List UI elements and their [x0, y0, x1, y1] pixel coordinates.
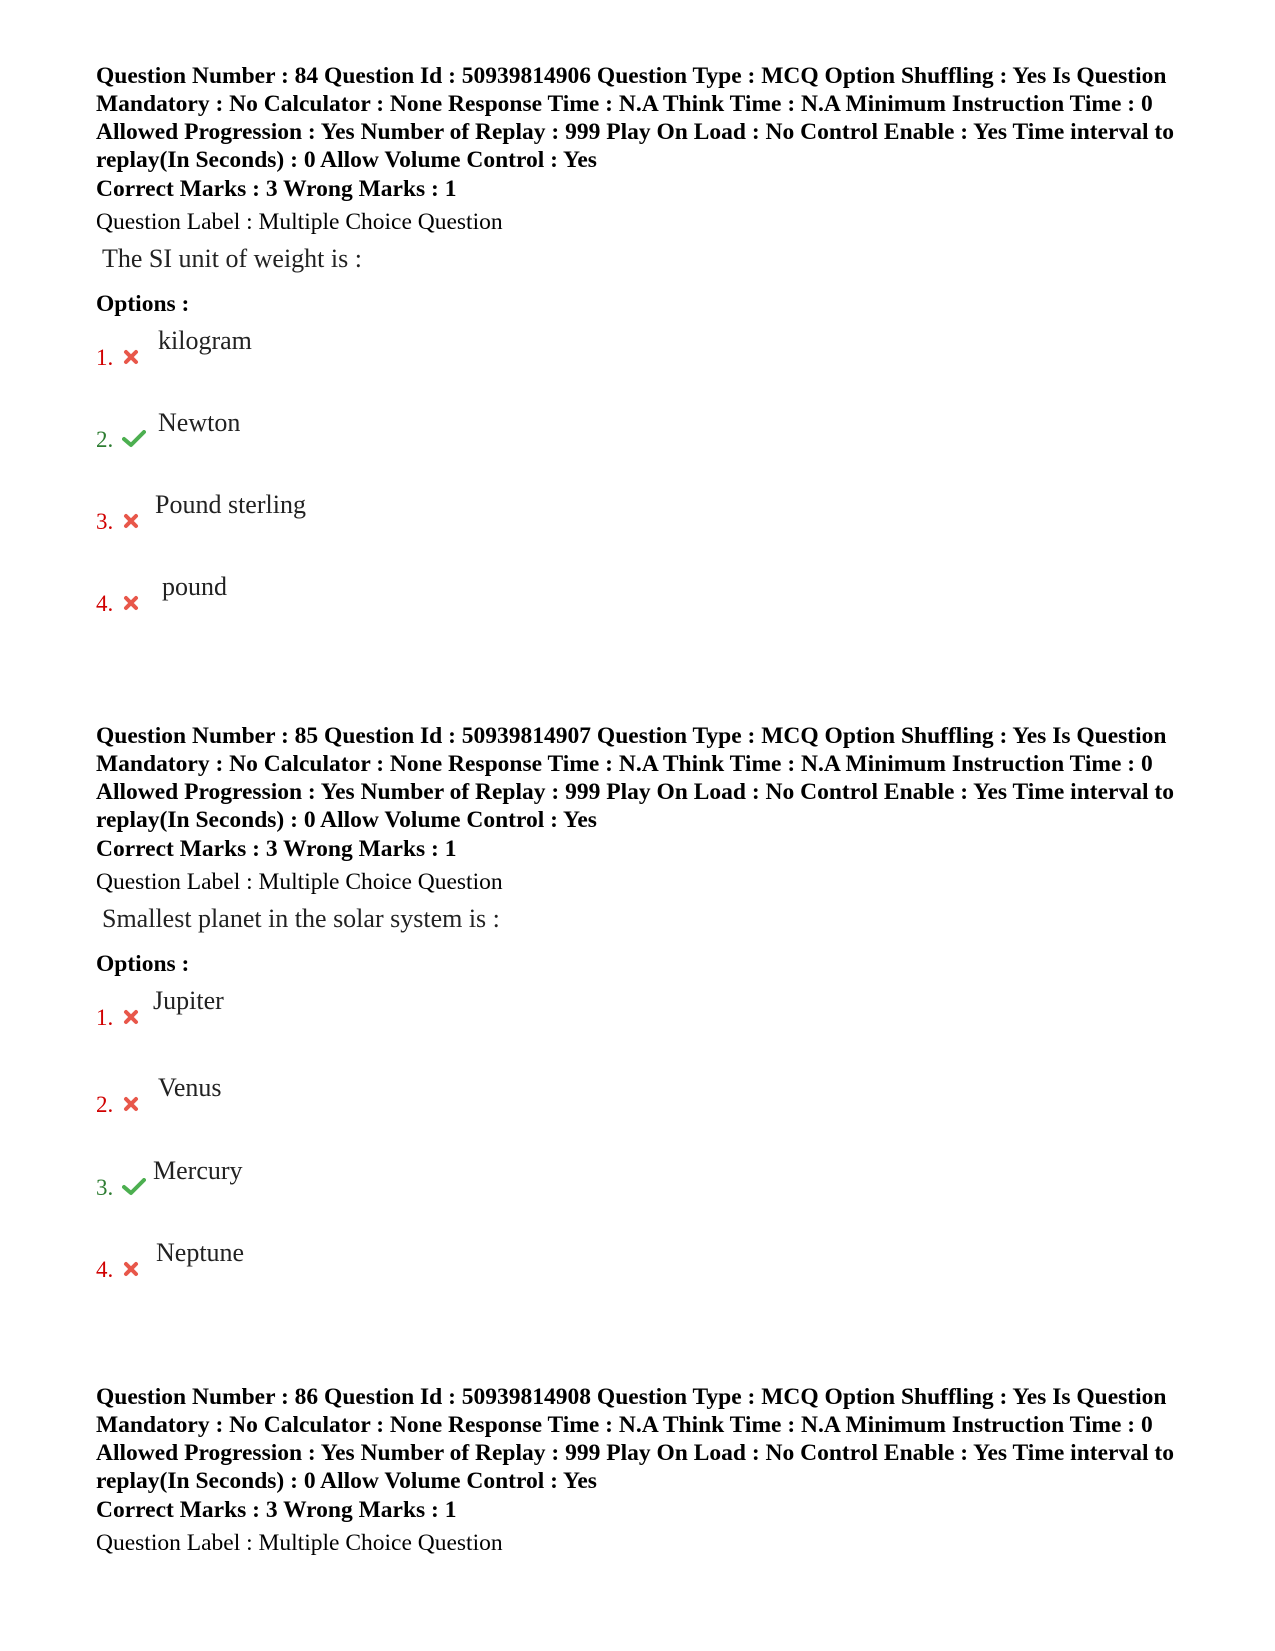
cross-icon	[122, 1260, 140, 1278]
option-number: 4.	[96, 1257, 114, 1282]
option-3	[96, 490, 496, 534]
cross-icon	[122, 512, 140, 530]
option-text: Mercury	[153, 1156, 243, 1185]
option-text: Pound sterling	[155, 490, 306, 519]
options-heading: Options :	[96, 951, 190, 977]
option-3	[96, 1156, 496, 1200]
question-text: The SI unit of weight is :	[102, 244, 362, 273]
question-text: Smallest planet in the solar system is :	[102, 904, 500, 933]
option-text: Venus	[158, 1073, 222, 1102]
cross-icon	[122, 594, 140, 612]
option-text: pound	[162, 572, 227, 601]
question-marks: Correct Marks : 3 Wrong Marks : 1	[96, 836, 457, 862]
option-text: Neptune	[156, 1238, 245, 1267]
option-number: 1.	[96, 345, 114, 370]
check-icon	[122, 1178, 146, 1196]
option-number: 2.	[96, 1092, 114, 1117]
options-heading: Options :	[96, 291, 190, 317]
question-marks: Correct Marks : 3 Wrong Marks : 1	[96, 1497, 457, 1523]
option-4	[96, 572, 496, 616]
option-text: kilogram	[158, 326, 252, 355]
question-label: Question Label : Multiple Choice Question	[96, 869, 503, 895]
question-meta: Question Number : 84 Question Id : 50939814906 Question Type : MCQ Option Shuffling : Yes Is Question Mandatory : No Calculator : None Response Time : N.A Think Time : N.A Minimum Instruction Time : 0 Allowed Progression : Yes Number of Replay : 999 Play On Load : No Control Enable : Yes Time interval to replay(In Seconds) : 0 Allow Volume Control : Yes	[96, 63, 1174, 173]
question-meta: Question Number : 85 Question Id : 50939814907 Question Type : MCQ Option Shuffling : Yes Is Question Mandatory : No Calculator : None Response Time : N.A Think Time : N.A Minimum Instruction Time : 0 Allowed Progression : Yes Number of Replay : 999 Play On Load : No Control Enable : Yes Time interval to replay(In Seconds) : 0 Allow Volume Control : Yes	[96, 723, 1174, 833]
option-1	[96, 326, 496, 370]
cross-icon	[122, 1095, 140, 1113]
option-2	[96, 1073, 496, 1117]
question-label: Question Label : Multiple Choice Question	[96, 209, 503, 235]
question-marks: Correct Marks : 3 Wrong Marks : 1	[96, 176, 457, 202]
option-number: 3.	[96, 1175, 114, 1200]
option-4	[96, 1238, 496, 1282]
cross-icon	[122, 1008, 140, 1026]
option-1	[96, 986, 496, 1030]
option-text: Jupiter	[153, 986, 224, 1015]
option-text: Newton	[158, 408, 241, 437]
option-number: 3.	[96, 509, 114, 534]
option-2	[96, 408, 496, 452]
option-number: 4.	[96, 591, 114, 616]
question-meta: Question Number : 86 Question Id : 50939814908 Question Type : MCQ Option Shuffling : Yes Is Question Mandatory : No Calculator : None Response Time : N.A Think Time : N.A Minimum Instruction Time : 0 Allowed Progression : Yes Number of Replay : 999 Play On Load : No Control Enable : Yes Time interval to replay(In Seconds) : 0 Allow Volume Control : Yes	[96, 1384, 1174, 1494]
check-icon	[122, 430, 146, 448]
option-number: 2.	[96, 427, 114, 452]
cross-icon	[122, 348, 140, 366]
question-label: Question Label : Multiple Choice Question	[96, 1530, 503, 1556]
option-number: 1.	[96, 1005, 114, 1030]
